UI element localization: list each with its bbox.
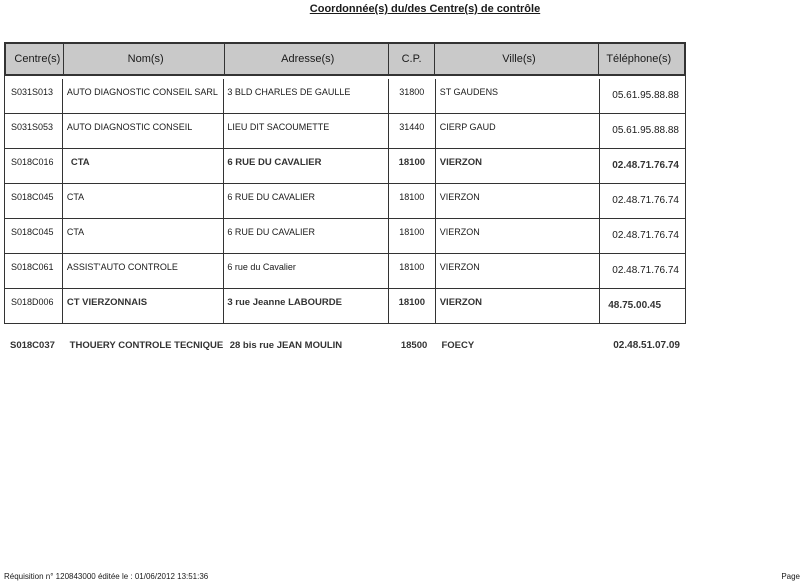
cell-telephone: 02.48.71.76.74 <box>612 265 679 276</box>
cell-ville: CIERP GAUD <box>436 114 601 148</box>
page-label: Page <box>781 572 800 581</box>
cell-centre: S018C045 <box>5 219 63 253</box>
cell-adresse: LIEU DIT SACOUMETTE <box>224 114 389 148</box>
cell-cp: 31440 <box>389 114 436 148</box>
table-row <box>4 332 686 367</box>
cell-telephone: 48.75.00.45 <box>608 300 662 311</box>
cell-cp: 18100 <box>389 149 436 183</box>
table-row <box>4 79 686 114</box>
cell-telephone: 02.48.71.76.74 <box>612 195 679 206</box>
cell-ville: FOECY <box>441 340 475 351</box>
cell-ville: VIERZON <box>436 149 601 183</box>
table-row <box>4 289 686 324</box>
cell-nom: AUTO DIAGNOSTIC CONSEIL SARL <box>63 79 225 113</box>
cell-adresse: 6 RUE DU CAVALIER <box>224 219 389 253</box>
cell-telephone: 02.48.51.07.09 <box>613 340 680 351</box>
cell-nom: AUTO DIAGNOSTIC CONSEIL <box>63 114 225 148</box>
cell-telephone: 02.48.71.76.74 <box>612 230 679 241</box>
cell-ville: VIERZON <box>436 184 601 218</box>
cell-nom: THOUERY CONTROLE TECNIQUE <box>69 340 224 351</box>
header-centre: Centre(s) <box>6 44 64 74</box>
control-centers-table <box>4 42 686 367</box>
header-adresse: Adresse(s) <box>225 44 389 74</box>
cell-telephone: 05.61.95.88.88 <box>612 90 679 101</box>
cell-centre: S031S013 <box>5 79 63 113</box>
cell-nom: ASSIST'AUTO CONTROLE <box>63 254 225 288</box>
cell-adresse: 28 bis rue JEAN MOULIN <box>229 340 343 351</box>
cell-cp: 31800 <box>389 79 436 113</box>
table-row <box>4 184 686 219</box>
cell-adresse: 3 rue Jeanne LABOURDE <box>224 289 389 323</box>
cell-centre: S018C037 <box>10 340 55 351</box>
header-cp: C.P. <box>389 44 436 74</box>
cell-ville: VIERZON <box>436 254 601 288</box>
cell-centre: S031S053 <box>5 114 63 148</box>
cell-centre: S018C016 <box>5 149 63 183</box>
table-header <box>4 42 686 76</box>
cell-ville: ST GAUDENS <box>436 79 601 113</box>
cell-centre: S018C045 <box>5 184 63 218</box>
cell-ville: VIERZON <box>436 219 601 253</box>
document-title: Coordonnée(s) du/des Centre(s) de contrôle <box>309 3 541 15</box>
table-row <box>4 149 686 184</box>
cell-cp: 18100 <box>389 254 436 288</box>
table-row <box>4 254 686 289</box>
cell-adresse: 6 rue du Cavalier <box>224 254 389 288</box>
header-ville: Ville(s) <box>435 44 599 74</box>
cell-cp: 18100 <box>389 219 436 253</box>
requisition-footer: Réquisition n° 120843000 éditée le : 01/06/2012 13:51:36 <box>4 572 209 581</box>
table-row <box>4 114 686 149</box>
cell-adresse: 6 RUE DU CAVALIER <box>224 149 389 183</box>
cell-adresse: 3 BLD CHARLES DE GAULLE <box>224 79 389 113</box>
header-telephone: Téléphone(s) <box>606 53 672 65</box>
cell-ville: VIERZON <box>436 289 601 323</box>
cell-adresse: 6 RUE DU CAVALIER <box>224 184 389 218</box>
table-row <box>4 219 686 254</box>
cell-telephone: 05.61.95.88.88 <box>612 125 679 136</box>
cell-nom: CT VIERZONNAIS <box>63 289 225 323</box>
cell-nom: CTA <box>63 184 225 218</box>
cell-nom: CTA <box>63 149 225 183</box>
header-nom: Nom(s) <box>64 44 225 74</box>
cell-telephone: 02.48.71.76.74 <box>612 160 679 171</box>
cell-cp: 18500 <box>400 340 428 351</box>
cell-centre: S018D006 <box>5 289 63 323</box>
cell-cp: 18100 <box>389 289 436 323</box>
cell-nom: CTA <box>63 219 225 253</box>
cell-centre: S018C061 <box>5 254 63 288</box>
cell-cp: 18100 <box>389 184 436 218</box>
